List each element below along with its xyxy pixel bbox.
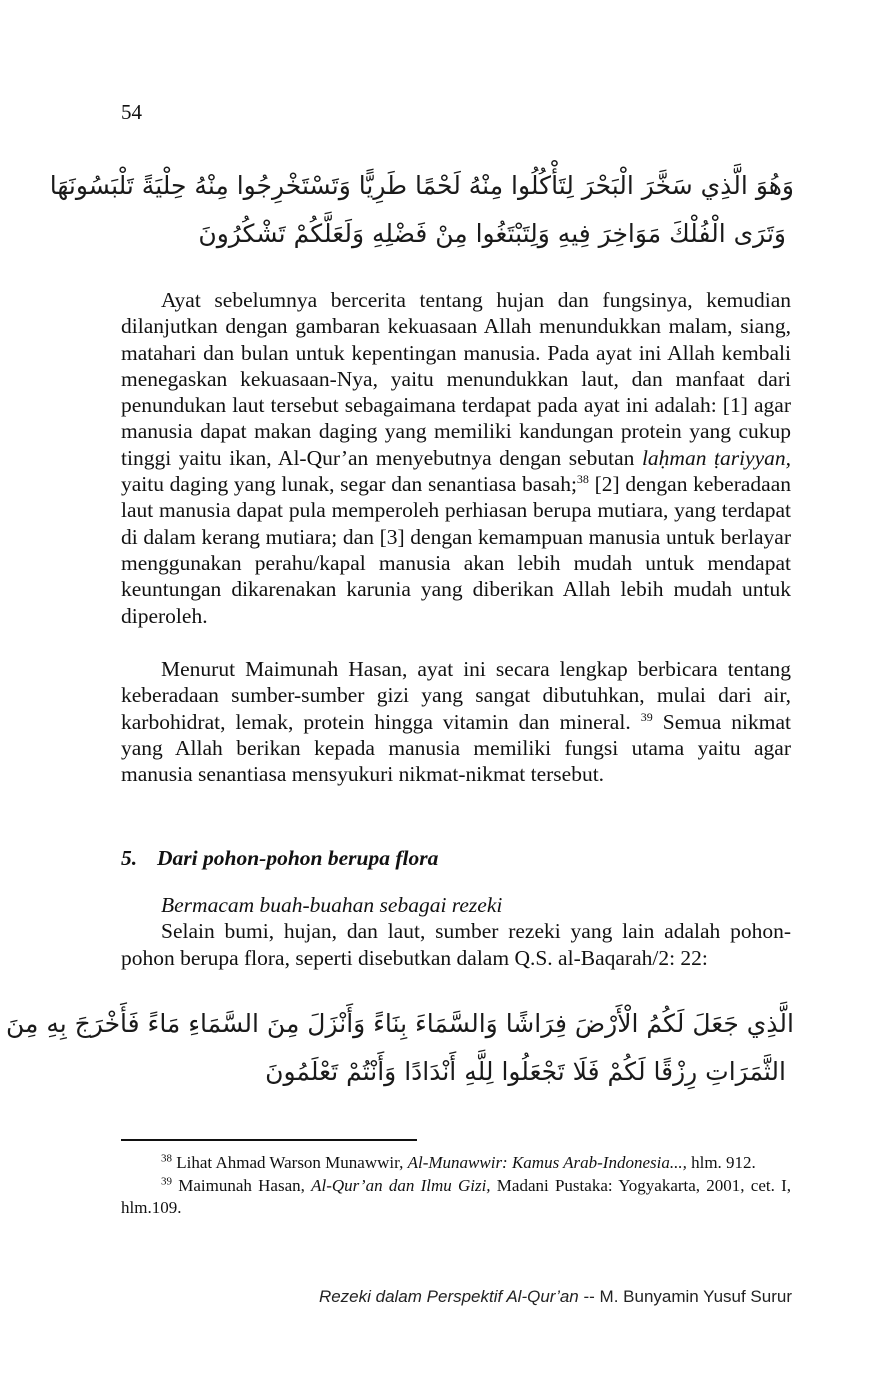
footnote-title: Al-Qur’an dan Ilmu Gizi,: [311, 1175, 491, 1195]
arabic-term: laḥman ṭariyyan,: [641, 445, 791, 470]
footnote-38: [121, 1152, 791, 1175]
footnote-title: Al-Munawwir: Kamus Arab-Indonesia...,: [407, 1153, 687, 1172]
paragraph-text: Menurut Maimunah Hasan, ayat ini secara lengkap berbicara tentang keberadaan sumber-sumber gizi yang sangat dibutuhkan, mulai dari air, karbohidrat, lemak, protein hingga vitamin dan mineral.: [121, 657, 791, 734]
footnote-divider: [121, 1139, 417, 1141]
paragraph-text: Semua nikmat yang Allah berikan kepada manusia memiliki fungsi utama yaitu agar manusia senantiasa mensyukuri nikmat-nikmat tersebut.: [121, 709, 791, 787]
body-paragraph: [121, 892, 791, 971]
footnote-ref-39[interactable]: 39: [640, 709, 653, 724]
arabic-verse-an-nahl: [49, 162, 794, 258]
footnote-text: hlm. 912.: [686, 1153, 756, 1172]
footnote-text: Maimunah Hasan,: [172, 1175, 312, 1195]
arabic-verse-line: الثَّمَرَاتِ رِزْقًا لَكُمْ فَلَا تَجْعَلُوا لِلَّهِ أَنْدَادًا وَأَنْتُمْ تَعْلَمُونَ: [265, 1057, 786, 1086]
footnote-39: [121, 1175, 791, 1220]
section-number: 5.: [121, 846, 138, 870]
footnote-number: 39: [161, 1174, 172, 1187]
footnote-text: Lihat Ahmad Warson Munawwir,: [172, 1153, 408, 1172]
footnotes: [121, 1152, 791, 1220]
footer-separator: --: [578, 1287, 600, 1306]
body-paragraph: [121, 656, 791, 787]
paragraph-text: yaitu daging yang lunak, segar dan senantiasa basah;: [121, 472, 577, 497]
body-paragraph: [121, 287, 791, 629]
footnote-ref-38[interactable]: 38: [576, 471, 589, 486]
running-footer: [319, 1287, 792, 1307]
paragraph-text: [2] dengan keberadaan laut manusia dapat pula memperoleh perhiasan berupa mutiara, yang terdapat di dalam kerang mutiara; dan [3] dengan kemampuan manusia untuk berlayar menggunakan perahu/kapal manusia akan lebih mudah untuk mendapat keuntungan dikarenakan karunia yang diberikan Allah lebih mudah untuk diperoleh.: [121, 472, 792, 628]
section-title: Dari pohon-pohon berupa flora: [157, 846, 439, 870]
subheading: Bermacam buah-buahan sebagai rezeki: [161, 893, 503, 917]
book-title: Rezeki dalam Perspektif Al-Qur’an: [318, 1287, 579, 1306]
book-author: M. Bunyamin Yusuf Surur: [599, 1287, 792, 1306]
footnote-text: Madani Pustaka: Yogyakarta, 2001, cet. I, hlm.109.: [121, 1175, 792, 1217]
arabic-verse-line: الَّذِي جَعَلَ لَكُمُ الْأَرْضَ فِرَاشًا وَالسَّمَاءَ بِنَاءً وَأَنْزَلَ مِنَ السَّمَاءِ مَاءً فَأَخْرَجَ بِهِ مِنَ: [5, 1009, 794, 1038]
paragraph-text: Selain bumi, hujan, dan laut, sumber rezeki yang lain adalah pohon-pohon berupa flora, seperti disebutkan dalam Q.S. al-Baqarah/2: 22:: [121, 919, 791, 970]
footnote-number: 38: [161, 1152, 172, 1165]
section-heading: [121, 846, 438, 871]
arabic-verse-line: وَتَرَى الْفُلْكَ مَوَاخِرَ فِيهِ وَلِتَبْتَغُوا مِنْ فَضْلِهِ وَلَعَلَّكُمْ تَشْكُرُونَ: [198, 219, 786, 248]
arabic-verse-line: وَهُوَ الَّذِي سَخَّرَ الْبَحْرَ لِتَأْكُلُوا مِنْهُ لَحْمًا طَرِيًّا وَتَسْتَخْرِجُوا مِنْهُ حِلْيَةً تَلْبَسُونَهَا: [49, 171, 794, 200]
page-number: 54: [121, 100, 142, 124]
arabic-verse-al-baqarah: [5, 1000, 794, 1096]
paragraph-text: Ayat sebelumnya bercerita tentang hujan dan fungsinya, kemudian dilanjutkan dengan gambaran kekuasaan Allah menundukkan malam, siang, matahari dan bulan untuk kepentingan manusia. Pada ayat ini Allah kembali menegaskan kekuasaan-Nya, yaitu menundukkan laut, dan manfaat dari penundukan laut tersebut sebagaimana terdapat pada ayat ini adalah: [1] agar manusia dapat makan daging yang memiliki kandungan protein yang cukup tinggi yaitu ikan, Al-Qur’an menyebutnya dengan sebutan: [121, 288, 791, 470]
